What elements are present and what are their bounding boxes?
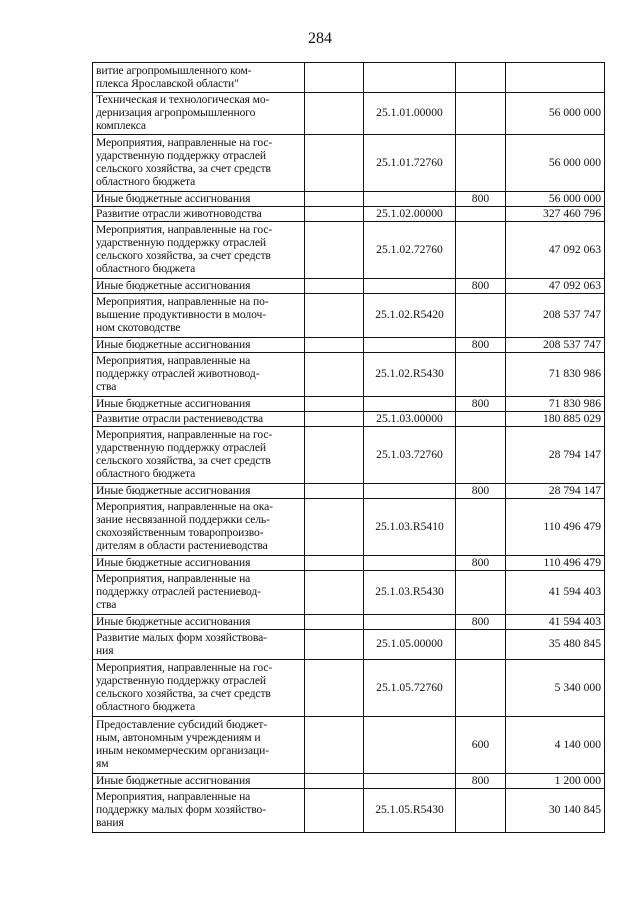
table-row	[93, 660, 605, 717]
row-sum-cell	[506, 63, 605, 93]
table-row	[93, 294, 605, 338]
table-row	[93, 499, 605, 556]
row-type-cell	[456, 353, 506, 397]
row-name-cell: Развитие малых форм хозяйствова- ния	[93, 630, 305, 660]
row-blank-cell	[305, 630, 364, 660]
row-name-cell: Мероприятия, направленные на гос- ударственную поддержку отраслей сельского хозяйства, за счет средств областного бюджета	[93, 222, 305, 279]
table-row	[93, 412, 605, 427]
row-name-cell: Мероприятия, направленные на поддержку малых форм хозяйство- вания	[93, 789, 305, 833]
row-blank-cell	[305, 294, 364, 338]
row-code-cell: 25.1.02.00000	[364, 207, 456, 222]
row-code-cell: 25.1.03.R5430	[364, 571, 456, 615]
row-sum-cell: 1 200 000	[506, 774, 605, 789]
row-type-cell: 800	[456, 556, 506, 571]
row-type-cell: 800	[456, 774, 506, 789]
row-type-cell: 800	[456, 397, 506, 412]
row-code-cell	[364, 774, 456, 789]
row-type-cell: 600	[456, 717, 506, 774]
row-type-cell: 800	[456, 192, 506, 207]
row-sum-cell: 208 537 747	[506, 294, 605, 338]
row-code-cell	[364, 615, 456, 630]
row-blank-cell	[305, 192, 364, 207]
row-sum-cell: 47 092 063	[506, 279, 605, 294]
row-blank-cell	[305, 499, 364, 556]
row-code-cell	[364, 556, 456, 571]
row-blank-cell	[305, 571, 364, 615]
row-blank-cell	[305, 93, 364, 135]
row-type-cell	[456, 63, 506, 93]
table-row	[93, 630, 605, 660]
row-sum-cell: 327 460 796	[506, 207, 605, 222]
table-row	[93, 556, 605, 571]
row-sum-cell: 35 480 845	[506, 630, 605, 660]
table-row	[93, 63, 605, 93]
row-name-cell: Развитие отрасли животноводства	[93, 207, 305, 222]
row-sum-cell: 47 092 063	[506, 222, 605, 279]
row-sum-cell: 28 794 147	[506, 484, 605, 499]
row-type-cell	[456, 789, 506, 833]
row-blank-cell	[305, 63, 364, 93]
row-code-cell: 25.1.05.00000	[364, 630, 456, 660]
table-row	[93, 222, 605, 279]
row-code-cell: 25.1.05.R5430	[364, 789, 456, 833]
row-sum-cell: 71 830 986	[506, 397, 605, 412]
row-name-cell: Иные бюджетные ассигнования	[93, 615, 305, 630]
row-blank-cell	[305, 353, 364, 397]
table-row	[93, 615, 605, 630]
row-blank-cell	[305, 774, 364, 789]
row-type-cell: 800	[456, 484, 506, 499]
row-type-cell	[456, 294, 506, 338]
row-type-cell	[456, 207, 506, 222]
row-type-cell	[456, 571, 506, 615]
row-sum-cell: 208 537 747	[506, 338, 605, 353]
row-code-cell	[364, 63, 456, 93]
row-name-cell: Иные бюджетные ассигнования	[93, 397, 305, 412]
row-sum-cell: 41 594 403	[506, 615, 605, 630]
row-name-cell: Мероприятия, направленные на ока- зание несвязанной поддержки сель- скохозяйственным товаропроизво- дителям в области растениеводства	[93, 499, 305, 556]
row-type-cell: 800	[456, 279, 506, 294]
row-name-cell: Мероприятия, направленные на гос- ударственную поддержку отраслей сельского хозяйства, за счет средств областного бюджета	[93, 135, 305, 192]
table-row	[93, 192, 605, 207]
table-row	[93, 571, 605, 615]
row-name-cell: Иные бюджетные ассигнования	[93, 338, 305, 353]
row-type-cell	[456, 499, 506, 556]
row-type-cell	[456, 222, 506, 279]
row-type-cell	[456, 427, 506, 484]
row-blank-cell	[305, 397, 364, 412]
row-blank-cell	[305, 222, 364, 279]
table-row	[93, 397, 605, 412]
row-type-cell	[456, 93, 506, 135]
row-name-cell: Мероприятия, направленные на гос- ударственную поддержку отраслей сельского хозяйства, за счет средств областного бюджета	[93, 660, 305, 717]
row-code-cell	[364, 717, 456, 774]
row-name-cell: Иные бюджетные ассигнования	[93, 484, 305, 499]
table-row	[93, 717, 605, 774]
table-row	[93, 207, 605, 222]
row-name-cell: Предоставление субсидий бюджет- ным, автономным учреждениям и иным некоммерческим организаци- ям	[93, 717, 305, 774]
row-code-cell	[364, 192, 456, 207]
row-type-cell: 800	[456, 615, 506, 630]
row-name-cell: Техническая и технологическая мо- дернизация агропромышленного комплекса	[93, 93, 305, 135]
row-type-cell	[456, 135, 506, 192]
row-sum-cell: 41 594 403	[506, 571, 605, 615]
row-blank-cell	[305, 717, 364, 774]
row-sum-cell: 56 000 000	[506, 93, 605, 135]
row-blank-cell	[305, 207, 364, 222]
row-name-cell: Мероприятия, направленные на гос- ударственную поддержку отраслей сельского хозяйства, за счет средств областного бюджета	[93, 427, 305, 484]
row-sum-cell: 71 830 986	[506, 353, 605, 397]
row-blank-cell	[305, 556, 364, 571]
row-name-cell: Мероприятия, направленные на поддержку отраслей растениевод- ства	[93, 571, 305, 615]
row-sum-cell: 30 140 845	[506, 789, 605, 833]
row-blank-cell	[305, 615, 364, 630]
row-type-cell	[456, 412, 506, 427]
row-sum-cell: 56 000 000	[506, 135, 605, 192]
row-sum-cell: 28 794 147	[506, 427, 605, 484]
row-code-cell	[364, 338, 456, 353]
row-code-cell	[364, 279, 456, 294]
row-name-cell: Мероприятия, направленные на поддержку отраслей животновод- ства	[93, 353, 305, 397]
row-type-cell	[456, 660, 506, 717]
row-blank-cell	[305, 789, 364, 833]
row-sum-cell: 56 000 000	[506, 192, 605, 207]
row-name-cell: Развитие отрасли растениеводства	[93, 412, 305, 427]
row-sum-cell: 5 340 000	[506, 660, 605, 717]
row-name-cell: Иные бюджетные ассигнования	[93, 192, 305, 207]
row-code-cell: 25.1.02.R5430	[364, 353, 456, 397]
row-sum-cell: 110 496 479	[506, 556, 605, 571]
budget-table-body	[93, 63, 605, 833]
row-code-cell: 25.1.02.R5420	[364, 294, 456, 338]
row-blank-cell	[305, 412, 364, 427]
row-name-cell: Иные бюджетные ассигнования	[93, 556, 305, 571]
row-code-cell: 25.1.03.72760	[364, 427, 456, 484]
row-blank-cell	[305, 279, 364, 294]
row-code-cell: 25.1.01.00000	[364, 93, 456, 135]
row-code-cell: 25.1.03.00000	[364, 412, 456, 427]
row-name-cell: Иные бюджетные ассигнования	[93, 774, 305, 789]
row-name-cell: Иные бюджетные ассигнования	[93, 279, 305, 294]
row-blank-cell	[305, 484, 364, 499]
row-sum-cell: 180 885 029	[506, 412, 605, 427]
row-blank-cell	[305, 338, 364, 353]
table-row	[93, 789, 605, 833]
row-blank-cell	[305, 135, 364, 192]
row-sum-cell: 4 140 000	[506, 717, 605, 774]
row-type-cell: 800	[456, 338, 506, 353]
row-blank-cell	[305, 660, 364, 717]
row-blank-cell	[305, 427, 364, 484]
table-row	[93, 484, 605, 499]
table-row	[93, 135, 605, 192]
row-code-cell: 25.1.01.72760	[364, 135, 456, 192]
row-code-cell: 25.1.03.R5410	[364, 499, 456, 556]
row-type-cell	[456, 630, 506, 660]
table-row	[93, 427, 605, 484]
row-code-cell	[364, 397, 456, 412]
table-row	[93, 774, 605, 789]
budget-table	[92, 62, 605, 833]
row-name-cell: Мероприятия, направленные на по- вышение продуктивности в молоч- ном скотоводстве	[93, 294, 305, 338]
row-code-cell: 25.1.02.72760	[364, 222, 456, 279]
row-code-cell: 25.1.05.72760	[364, 660, 456, 717]
page-number: 284	[308, 30, 332, 47]
table-row	[93, 279, 605, 294]
row-sum-cell: 110 496 479	[506, 499, 605, 556]
table-row	[93, 338, 605, 353]
row-code-cell	[364, 484, 456, 499]
row-name-cell: витие агропромышленного ком- плекса Ярославской области"	[93, 63, 305, 93]
table-row	[93, 93, 605, 135]
table-row	[93, 353, 605, 397]
